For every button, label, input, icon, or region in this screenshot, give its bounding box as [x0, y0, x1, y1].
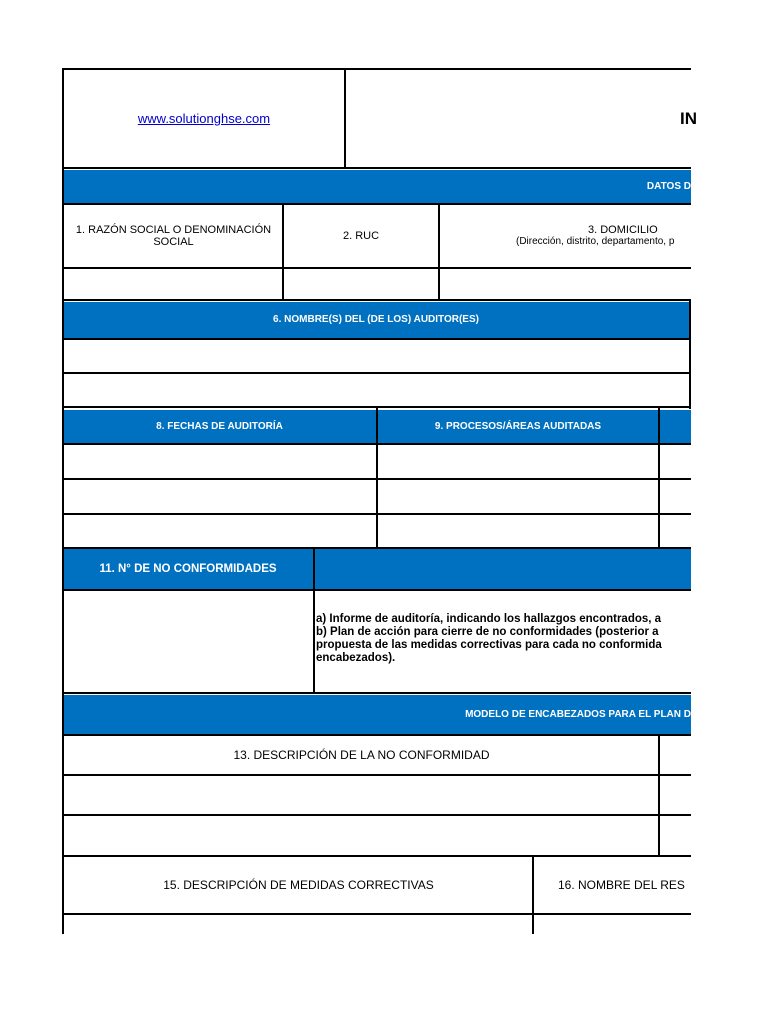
- process-input-2[interactable]: [378, 480, 658, 513]
- nonconformities-count-input[interactable]: [65, 591, 313, 692]
- border-line: [438, 203, 440, 301]
- border-line: [62, 338, 691, 340]
- nonconformities-instructions: [316, 613, 716, 665]
- border-line: [62, 855, 691, 857]
- auditors-section-title: 6. NOMBRE(S) DEL (DE LOS) AUDITOR(ES): [273, 314, 479, 325]
- nonconformities-title: 11. N° DE NO CONFORMIDADES: [99, 563, 277, 575]
- website-cell: [63, 70, 345, 168]
- corrective-measures-label: 15. DESCRIPCIÓN DE MEDIDAS CORRECTIVAS: [163, 878, 434, 892]
- border-line: [62, 167, 691, 169]
- description-nc-label: 13. DESCRIPCIÓN DE LA NO CONFORMIDAD: [233, 748, 490, 762]
- audit-date-input-1[interactable]: [65, 445, 376, 478]
- description-nc-input-2[interactable]: [65, 816, 658, 855]
- audit-dates-header: [63, 410, 376, 443]
- border-line: [62, 267, 691, 269]
- ruc-input[interactable]: [284, 269, 438, 299]
- datos-section-header: [63, 170, 691, 203]
- border-line: [62, 814, 691, 816]
- domicilio-input[interactable]: [440, 269, 691, 299]
- model-section-title: MODELO DE ENCABEZADOS PARA EL PLAN D: [465, 708, 691, 720]
- domicilio-sublabel: (Dirección, distrito, departamento, p: [516, 236, 675, 247]
- description-nc-header: [65, 736, 658, 774]
- border-line: [658, 406, 660, 549]
- ruc-header: [284, 205, 438, 267]
- razon-social-header: [65, 205, 282, 267]
- audit-date-input-3[interactable]: [65, 515, 376, 547]
- border-line: [62, 589, 691, 591]
- instruction-line-2: b) Plan de acción para cierre de no conformidades (posterior a: [316, 626, 659, 638]
- ruc-label: 2. RUC: [342, 230, 380, 242]
- border-line: [344, 68, 346, 169]
- auditor-input-1[interactable]: [65, 340, 689, 372]
- form-title: IN: [680, 109, 697, 128]
- border-line: [282, 203, 284, 301]
- razon-social-input[interactable]: [65, 269, 282, 299]
- border-line: [62, 372, 691, 374]
- next-column-header: [660, 410, 691, 443]
- instruction-line-4: encabezados).: [316, 652, 396, 664]
- process-input-1[interactable]: [378, 445, 658, 478]
- border-line: [62, 692, 691, 694]
- nonconformities-header-right: [315, 549, 691, 589]
- responsible-name-label: 16. NOMBRE DEL RES: [558, 878, 685, 892]
- datos-section-title: DATOS D: [646, 180, 691, 192]
- instruction-line-1: a) Informe de auditoría, indicando los hallazgos encontrados, a: [316, 613, 662, 625]
- border-line: [62, 68, 64, 934]
- model-section-header: [63, 695, 691, 734]
- corrective-measures-header: [65, 857, 532, 913]
- border-line: [62, 68, 691, 70]
- border-line: [689, 299, 691, 409]
- process-input-3[interactable]: [378, 515, 658, 547]
- processes-label: 9. PROCESOS/ÁREAS AUDITADAS: [434, 420, 602, 432]
- domicilio-label: 3. DOMICILIO: [588, 224, 658, 236]
- nonconformities-header: [63, 549, 313, 589]
- processes-header: [378, 410, 658, 443]
- border-line: [658, 734, 660, 857]
- auditors-section-header: [63, 302, 689, 338]
- border-line: [62, 203, 691, 205]
- border-line: [376, 406, 378, 549]
- border-line: [62, 734, 691, 736]
- title-cell: [346, 70, 697, 168]
- instruction-line-3: propuesta de las medidas correctivas para cada no conformida: [316, 639, 662, 651]
- razon-social-label: 1. RAZÓN SOCIAL O DENOMINACIÓN SOCIAL: [75, 224, 272, 248]
- auditor-input-2[interactable]: [65, 374, 689, 406]
- audit-dates-label: 8. FECHAS DE AUDITORÍA: [156, 420, 283, 432]
- description-nc-input-1[interactable]: [65, 776, 658, 814]
- border-line: [62, 774, 691, 776]
- border-line: [62, 913, 691, 915]
- border-line: [532, 855, 534, 934]
- border-line: [62, 299, 691, 301]
- website-link[interactable]: www.solutionghse.com: [137, 111, 271, 126]
- audit-date-input-2[interactable]: [65, 480, 376, 513]
- border-line: [313, 547, 315, 694]
- responsible-name-header: [534, 857, 691, 913]
- domicilio-header: [440, 205, 691, 267]
